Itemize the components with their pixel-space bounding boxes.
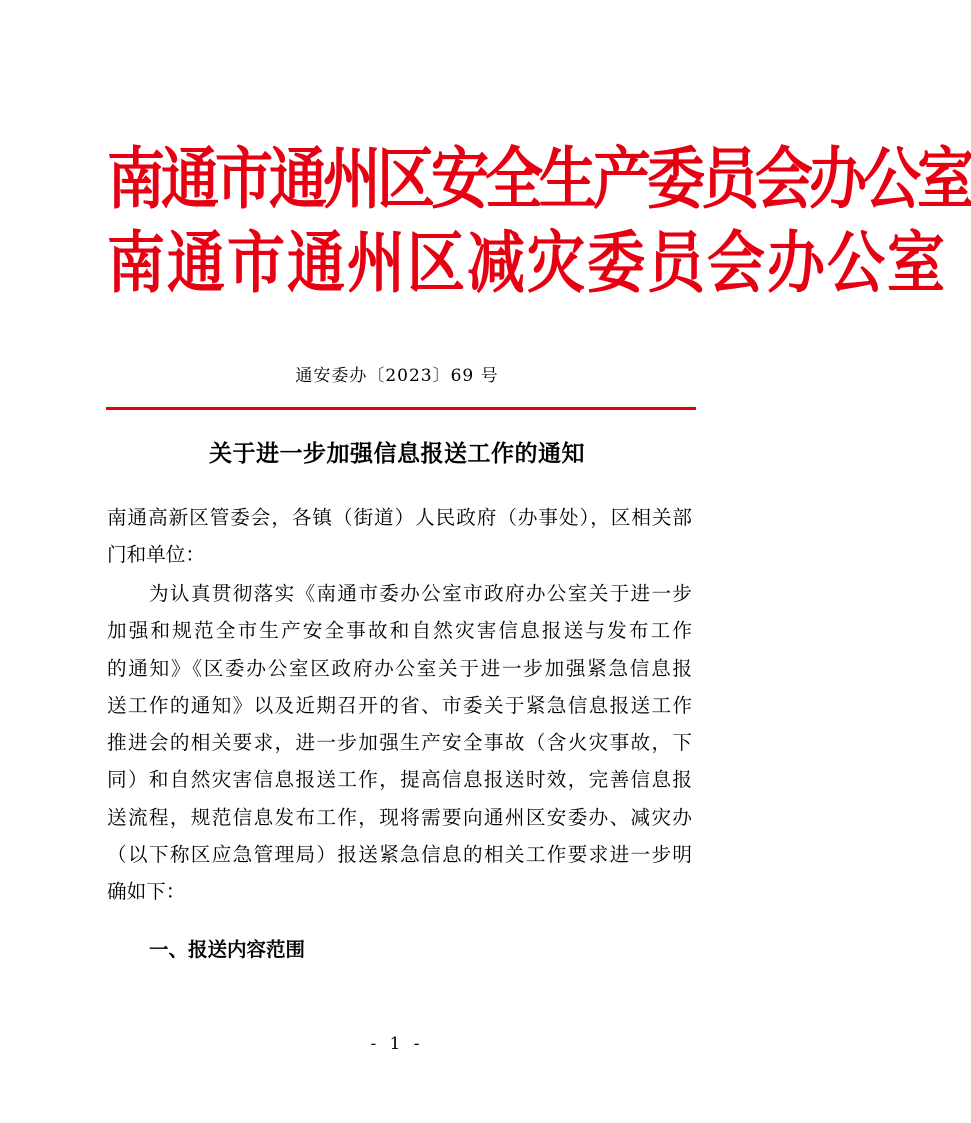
red-divider-line <box>106 407 696 410</box>
addressee-line: 南通高新区管委会，各镇（街道）人民政府（办事处），区相关部 <box>107 506 692 529</box>
intro-paragraph <box>107 575 692 911</box>
paragraph-line: 推进会的相关要求，进一步加强生产安全事故（含火灾事故，下 <box>107 731 692 755</box>
paragraph-line: 加强和规范全市生产安全事故和自然灾害信息报送与发布工作 <box>107 619 692 643</box>
paragraph-line: 为认真贯彻落实《南通市委办公室市政府办公室关于进一步 <box>149 582 692 605</box>
issuer-line-disaster-committee: 南通市通州区减灾委员会办公室 <box>107 223 948 303</box>
paragraph-line: 送流程，规范信息发布工作，现将需要向通州区安委办、减灾办 <box>107 805 692 829</box>
addressee <box>107 499 692 574</box>
page-number: - 1 - <box>370 1034 424 1054</box>
paragraph-line: 送工作的通知》以及近期召开的省、市委关于紧急信息报送工作 <box>107 693 692 717</box>
addressee-line: 门和单位： <box>107 543 205 567</box>
section-heading: 一、报送内容范围 <box>149 938 306 961</box>
document-title: 关于进一步加强信息报送工作的通知 <box>209 440 585 467</box>
paragraph-line: 确如下： <box>107 880 186 904</box>
paragraph-line: 同）和自然灾害信息报送工作，提高信息报送时效，完善信息报 <box>107 768 692 792</box>
paragraph-line: 的通知》《区委办公室区政府办公室关于进一步加强紧急信息报 <box>107 656 692 680</box>
issuer-line-safety-committee: 南通市通州区安全生产委员会办公室 <box>107 139 971 219</box>
paragraph-line: （以下称区应急管理局）报送紧急信息的相关工作要求进一步明 <box>107 843 692 867</box>
document-number: 通安委办〔2023〕69 号 <box>295 366 499 386</box>
